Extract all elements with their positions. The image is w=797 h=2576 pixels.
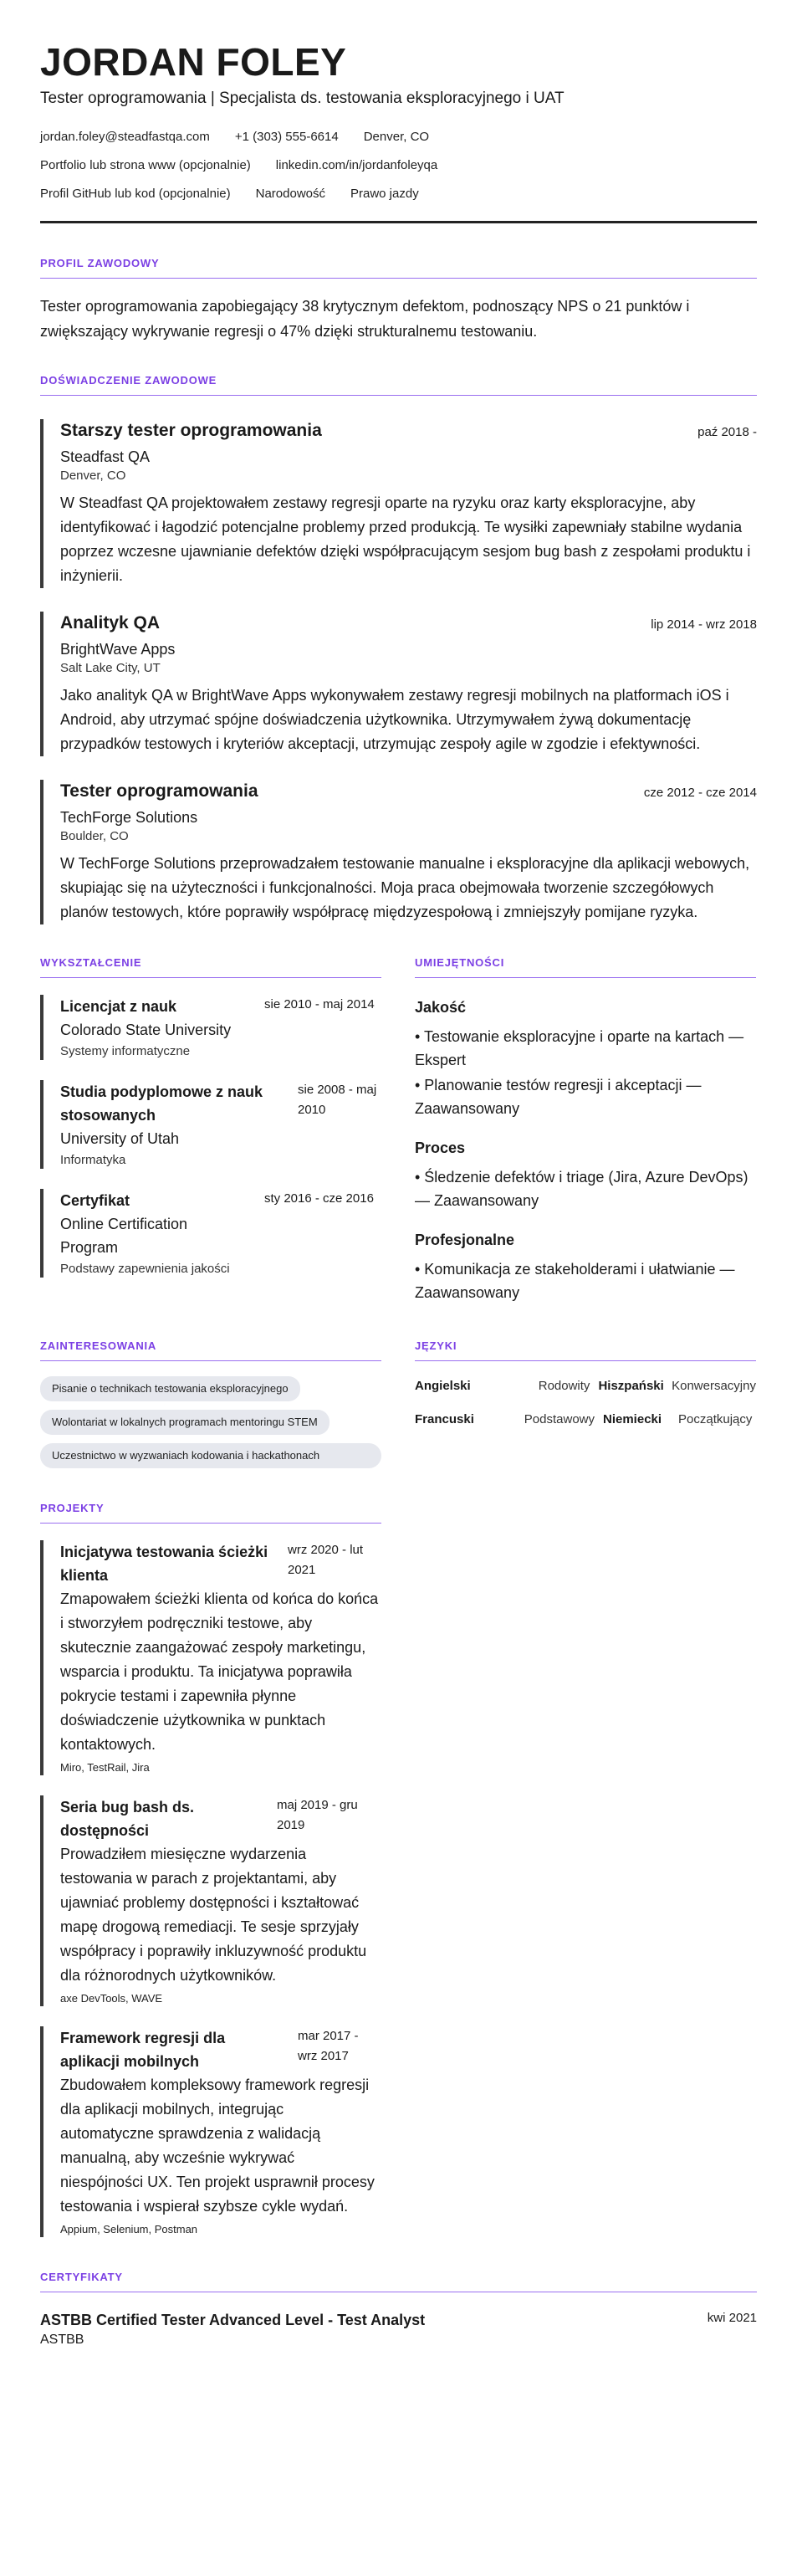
- skill-group: [415, 1229, 756, 1304]
- project-title: Inicjatywa testowania ścieżki klienta: [60, 1544, 268, 1584]
- linkedin-link[interactable]: linkedin.com/in/jordanfoleyqa: [275, 158, 438, 172]
- job-description: Jako analityk QA w BrightWave Apps wykonywałem zestawy regresji mobilnych na platformach iOS i Android, aby utrzymać spójne doświadczenia użytkownika. Utrzymywałem żywą dokumentację przypadków testowych i kryteriów akceptacji, utrzymując zespoły agile w zgodzie i efektywności.: [60, 687, 729, 752]
- job-location: Salt Lake City, UT: [60, 661, 161, 675]
- education-item: [40, 1080, 381, 1169]
- project-title: Framework regresji dla aplikacji mobilnych: [60, 2030, 226, 2070]
- experience-item: [40, 780, 757, 924]
- interest-tag: Pisanie o technikach testowania eksploracyjnego: [40, 1376, 300, 1401]
- company-name: BrightWave Apps: [60, 641, 176, 658]
- skill-item: • Planowanie testów regresji i akceptacji — Zaawansowany: [415, 1077, 702, 1117]
- summary-section: [40, 257, 757, 344]
- project-date: mar 2017 - wrz 2017: [298, 2029, 359, 2063]
- degree: Certyfikat: [60, 1192, 130, 1209]
- field-of-study: Informatyka: [60, 1153, 126, 1167]
- job-description: W TechForge Solutions przeprowadzałem testowanie manualne i eksploracyjne dla aplikacji webowych, skupiając się na użyteczności i funkcjonalności. Moja praca obejmowała tworzenie szczegółowych planów testowych, które poprawiły współpracę międzyzespołową i zmniejszyły pomijane ryzyka.: [60, 855, 750, 920]
- contact-row-3: [40, 186, 757, 202]
- job-location: Denver, CO: [60, 469, 126, 483]
- location: Denver, CO: [363, 130, 430, 144]
- project-description: Zbudowałem kompleksowy framework regresji dla aplikacji mobilnych, integrując automatyczne sprawdzenia z walidacją manualną, aby wcześnie wykrywać niespójności UX. Ten projekt usprawnił procesy testowania i wspierał szybsze cykle wydań.: [60, 2077, 375, 2215]
- certification-issuer: ASTBB: [40, 2333, 84, 2347]
- experience-item: [40, 612, 757, 756]
- certification-item: [40, 2309, 757, 2349]
- github-link[interactable]: Profil GitHub lub kod (opcjonalnie): [40, 187, 231, 201]
- project-date: wrz 2020 - lut 2021: [288, 1543, 364, 1577]
- section-title-certifications: CERTYFIKATY: [40, 2271, 757, 2292]
- field-of-study: Podstawy zapewnienia jakości: [60, 1262, 230, 1276]
- job-location: Boulder, CO: [60, 829, 129, 843]
- language-level: Początkujący: [678, 1412, 753, 1426]
- certification-date: kwi 2021: [707, 2311, 757, 2325]
- degree: Licencjat z nauk: [60, 998, 177, 1015]
- phone-number[interactable]: +1 (303) 555-6614: [234, 130, 339, 144]
- header-divider: [40, 221, 757, 223]
- job-description: W Steadfast QA projektowałem zestawy regresji oparte na ryzyku oraz karty eksploracyjne, aby identyfikować i łagodzić potencjalne problemy przed produkcją. Te wysiłki zapewniały stabilne wydania poprzez wczesne ujawnianie defektów dzięki współpracującym sesjom bug bash z zespołami produktu i inżynierii.: [60, 494, 751, 584]
- skill-category: Profesjonalne: [415, 1232, 515, 1248]
- language-level: Rodowity: [538, 1379, 590, 1393]
- language-row: [415, 1411, 756, 1428]
- project-tech: axe DevTools, WAVE: [60, 1992, 163, 2005]
- contact-row-1: [40, 129, 757, 146]
- interests-section: [40, 1339, 381, 1477]
- section-title-interests: ZAINTERESOWANIA: [40, 1339, 381, 1361]
- project-item: [40, 2026, 381, 2237]
- section-title-projects: PROJEKTY: [40, 1502, 381, 1524]
- email-link[interactable]: jordan.foley@steadfastqa.com: [40, 130, 210, 144]
- language-level: Podstawowy: [524, 1412, 595, 1426]
- section-title-experience: DOŚWIADCZENIE ZAWODOWE: [40, 374, 757, 396]
- skill-group: [415, 1137, 756, 1212]
- languages-section: [415, 1339, 756, 1477]
- contact-row-2: [40, 157, 757, 174]
- project-description: Zmapowałem ścieżki klienta od końca do końca i stworzyłem podręczniki testowe, aby skutecznie zaangażować zespoły marketingu, wsparcia i produktu. Ta inicjatywa poprawiła pokrycie testami i zapewniła płynne doświadczenie użytkownika w punktach kontaktowych.: [60, 1590, 379, 1753]
- job-date: cze 2012 - cze 2014: [643, 786, 757, 800]
- skill-item: • Śledzenie defektów i triage (Jira, Azure DevOps) — Zaawansowany: [415, 1169, 748, 1209]
- skill-item: • Komunikacja ze stakeholderami i ułatwianie — Zaawansowany: [415, 1261, 735, 1301]
- degree: Studia podyplomowe z nauk stosowanych: [60, 1083, 263, 1124]
- interest-tag: Uczestnictwo w wyzwaniach kodowania i hackathonach: [40, 1443, 381, 1468]
- language-name: Francuski: [415, 1412, 474, 1426]
- company-name: TechForge Solutions: [60, 809, 198, 826]
- certifications-section: [40, 2271, 757, 2349]
- school: University of Utah: [60, 1130, 180, 1147]
- project-tech: Appium, Selenium, Postman: [60, 2223, 198, 2235]
- education-section: [40, 956, 381, 1304]
- language-name: Hiszpański: [598, 1379, 664, 1393]
- job-title: Starszy tester oprogramowania: [60, 421, 322, 440]
- portfolio-link[interactable]: Portfolio lub strona www (opcjonalnie): [40, 158, 251, 172]
- summary-text: Tester oprogramowania zapobiegający 38 krytycznym defektom, podnoszący NPS o 21 punktów i zwiększający wykrywanie regresji o 47% dzięki strukturalnemu testowaniu.: [40, 298, 690, 340]
- certification-name: ASTBB Certified Tester Advanced Level - Test Analyst: [40, 2312, 426, 2328]
- job-date: paź 2018 -: [697, 425, 757, 439]
- project-item: [40, 1540, 381, 1775]
- job-title: Analityk QA: [60, 613, 161, 632]
- education-item: [40, 995, 381, 1060]
- education-item: [40, 1189, 381, 1278]
- experience-section: [40, 374, 757, 924]
- project-title: Seria bug bash ds. dostępności: [60, 1799, 195, 1839]
- resume-header: [40, 40, 757, 223]
- job-date: lip 2014 - wrz 2018: [651, 617, 757, 632]
- skill-group: [415, 996, 756, 1120]
- education-skills-row: [40, 956, 757, 1304]
- education-date: sie 2010 - maj 2014: [264, 997, 375, 1011]
- project-item: [40, 1795, 381, 2006]
- language-level: Konwersacyjny: [672, 1379, 756, 1393]
- skills-section: [415, 956, 756, 1304]
- project-description: Prowadziłem miesięczne wydarzenia testowania w parach z projektantami, aby ujawniać problemy dostępności i kształtować mapę drogową remediacji. Te sesje sprzyjały współpracy i poprawiły inkluzywność produktu dla różnorodnych użytkowników.: [60, 1846, 367, 1984]
- language-name: Angielski: [415, 1379, 471, 1393]
- section-title-languages: JĘZYKI: [415, 1339, 756, 1361]
- experience-item: [40, 419, 757, 588]
- projects-section: [40, 1502, 381, 2237]
- skill-item: • Testowanie eksploracyjne i oparte na kartach — Ekspert: [415, 1028, 744, 1068]
- job-title: Tester oprogramowania: [60, 781, 258, 801]
- interest-tag: Wolontariat w lokalnych programach mentoringu STEM: [40, 1410, 330, 1435]
- skill-category: Jakość: [415, 999, 467, 1016]
- project-date: maj 2019 - gru 2019: [277, 1798, 358, 1832]
- section-title-summary: PROFIL ZAWODOWY: [40, 257, 757, 279]
- language-row: [415, 1378, 756, 1395]
- company-name: Steadfast QA: [60, 448, 151, 465]
- language-name: Niemiecki: [603, 1412, 662, 1426]
- headline: Tester oprogramowania | Specjalista ds. testowania eksploracyjnego i UAT: [40, 90, 565, 107]
- skill-category: Proces: [415, 1139, 466, 1156]
- section-title-skills: UMIEJĘTNOŚCI: [415, 956, 756, 978]
- education-date: sty 2016 - cze 2016: [264, 1191, 374, 1206]
- project-tech: Miro, TestRail, Jira: [60, 1761, 150, 1774]
- field-of-study: Systemy informatyczne: [60, 1044, 191, 1058]
- section-title-education: WYKSZTAŁCENIE: [40, 956, 381, 978]
- interests-languages-row: [40, 1339, 757, 1477]
- driving-license: Prawo jazdy: [350, 187, 419, 201]
- school: Colorado State University: [60, 1022, 232, 1038]
- nationality: Narodowość: [255, 187, 325, 201]
- school: Online Certification Program: [60, 1216, 188, 1256]
- education-date: sie 2008 - maj 2010: [298, 1083, 377, 1117]
- candidate-name: JORDAN FOLEY: [40, 40, 347, 84]
